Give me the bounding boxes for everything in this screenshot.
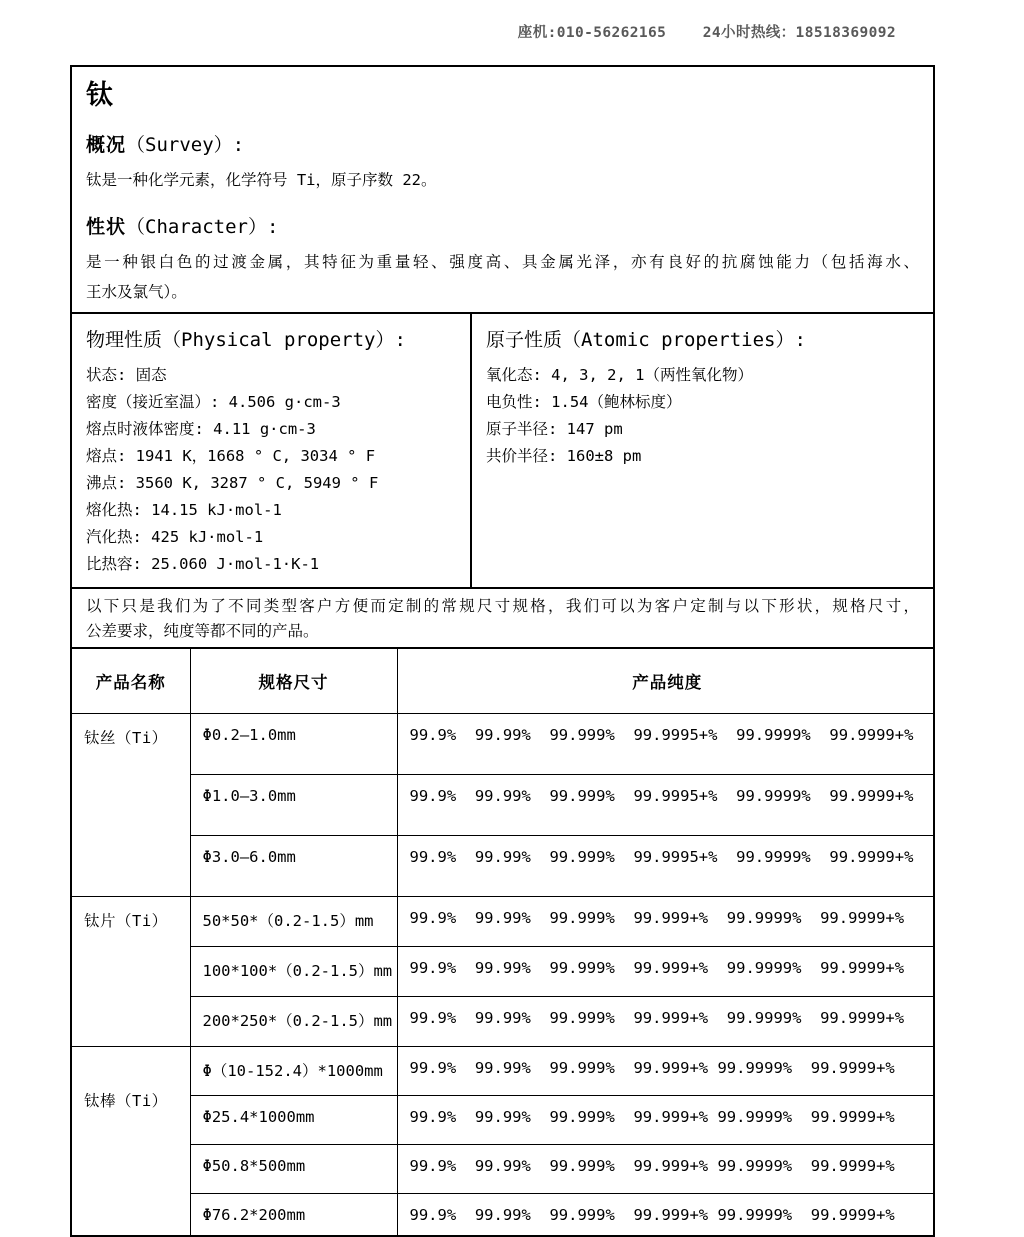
note-line: 公差要求，纯度等都不同的产品。 [86, 622, 319, 640]
contact-header: 座机:010-56262165 24小时热线：18518369092 [517, 25, 896, 41]
spec-cell: Φ50.8*500mm [190, 1144, 397, 1193]
table-row [72, 1144, 933, 1193]
purity-cell: 99.9% 99.99% 99.999% 99.999+% 99.9999% 99.9999+% [397, 1095, 933, 1144]
table-row [72, 896, 933, 946]
atomic-heading-cn: 原子性质 [486, 329, 563, 351]
character-text [86, 247, 919, 307]
atomic-property-line: 电负性: 1.54（鲍林标度） [486, 393, 682, 411]
physical-heading-cn: 物理性质 [86, 329, 163, 351]
physical-property-line: 熔点时液体密度: 4.11 g·cm-3 [86, 420, 316, 438]
character-heading-cn: 性状 [86, 216, 127, 238]
purity-cell: 99.9% 99.99% 99.999% 99.9995+% 99.9999% 99.9999+% [397, 835, 933, 896]
purity-header: 产品纯度 [397, 649, 933, 713]
purity-cell: 99.9% 99.99% 99.999% 99.999+% 99.9999% 99.9999+% [397, 896, 933, 946]
products-table [72, 649, 933, 1237]
survey-heading-cn: 概况 [86, 134, 127, 156]
physical-heading-en: （Physical property）: [162, 329, 406, 351]
physical-property-line: 熔点: 1941 K，1668 ° C, 3034 ° F [86, 447, 376, 465]
spec-cell: Φ25.4*1000mm [190, 1095, 397, 1144]
purity-cell: 99.9% 99.99% 99.999% 99.999+% 99.9999% 99.9999+% [397, 946, 933, 996]
physical-property-line: 汽化热: 425 kJ·mol-1 [86, 528, 264, 546]
atomic-heading-en: （Atomic properties）: [562, 329, 806, 351]
purity-cell: 99.9% 99.99% 99.999% 99.9995+% 99.9999% 99.9999+% [397, 713, 933, 774]
table-row [72, 946, 933, 996]
physical-property-line: 熔化热: 14.15 kJ·mol-1 [86, 501, 282, 519]
atomic-property-line: 原子半径: 147 pm [486, 420, 623, 438]
physical-property-list [86, 362, 458, 578]
products-table-body [72, 713, 933, 1237]
spec-cell: Φ0.2—1.0mm [190, 713, 397, 774]
character-heading-en: （Character）: [126, 216, 279, 238]
character-heading [86, 213, 919, 241]
atomic-properties-panel [472, 314, 933, 587]
survey-text [86, 165, 919, 195]
product-group-cell: 钛丝（Ti） [72, 713, 190, 896]
properties-section [72, 312, 933, 587]
physical-property-line: 比热容: 25.060 J·mol-1·K-1 [86, 555, 320, 573]
atomic-property-line: 氧化态: 4, 3, 2, 1（两性氧化物） [486, 366, 753, 384]
purity-cell: 99.9% 99.99% 99.999% 99.999+% 99.9999% 99.9999+% [397, 1046, 933, 1095]
spec-cell: 50*50*（0.2-1.5）mm [190, 896, 397, 946]
product-group-cell: 钛片（Ti） [72, 896, 190, 1046]
physical-property-line: 状态: 固态 [86, 366, 167, 384]
spec-cell: Φ1.0—3.0mm [190, 774, 397, 835]
spec-cell: Φ（10-152.4）*1000mm [190, 1046, 397, 1095]
purity-cell: 99.9% 99.99% 99.999% 99.999+% 99.9999% 99.9999+% [397, 1144, 933, 1193]
document-frame [70, 65, 935, 1237]
survey-heading-en: （Survey）: [126, 134, 245, 156]
physical-property-line: 沸点: 3560 K, 3287 ° C, 5949 ° F [86, 474, 379, 492]
spec-cell: 200*250*（0.2-1.5）mm [190, 996, 397, 1046]
product-name-header: 产品名称 [72, 649, 190, 713]
physical-properties-panel [72, 314, 472, 587]
table-row [72, 774, 933, 835]
note-section [72, 587, 933, 647]
spec-cell: Φ3.0—6.0mm [190, 835, 397, 896]
table-row [72, 1193, 933, 1237]
table-header-row [72, 649, 933, 713]
atomic-heading [486, 326, 921, 354]
purity-cell: 99.9% 99.99% 99.999% 99.999+% 99.9999% 99.9999+% [397, 1193, 933, 1237]
spec-cell: 100*100*（0.2-1.5）mm [190, 946, 397, 996]
page-title: 钛 [86, 80, 113, 111]
table-row [72, 835, 933, 896]
table-row [72, 996, 933, 1046]
table-row [72, 1095, 933, 1144]
note-line: 以下只是我们为了不同类型客户方便而定制的常规尺寸规格，我们可以为客户定制与以下形状，规格尺寸， [86, 597, 919, 615]
character-line: 王水及氯气）。 [86, 283, 187, 301]
atomic-property-list [486, 362, 921, 470]
character-line: 是一种银白色的过渡金属，其特征为重量轻、强度高、具金属光泽，亦有良好的抗腐蚀能力（包括海水、 [86, 253, 919, 271]
products-section [72, 647, 933, 1237]
survey-heading [86, 131, 919, 159]
table-row [72, 713, 933, 774]
product-group-cell: 钛棒（Ti） [72, 1046, 190, 1237]
purity-cell: 99.9% 99.99% 99.999% 99.999+% 99.9999% 99.9999+% [397, 996, 933, 1046]
table-row [72, 1046, 933, 1095]
survey-line: 钛是一种化学元素，化学符号 Ti，原子序数 22。 [86, 171, 437, 189]
spec-cell: Φ76.2*200mm [190, 1193, 397, 1237]
physical-property-line: 密度（接近室温）: 4.506 g·cm-3 [86, 393, 341, 411]
atomic-property-line: 共价半径: 160±8 pm [486, 447, 642, 465]
note-text [86, 594, 919, 644]
intro-section [72, 67, 933, 312]
purity-cell: 99.9% 99.99% 99.999% 99.9995+% 99.9999% 99.9999+% [397, 774, 933, 835]
spec-size-header: 规格尺寸 [190, 649, 397, 713]
physical-heading [86, 326, 458, 354]
